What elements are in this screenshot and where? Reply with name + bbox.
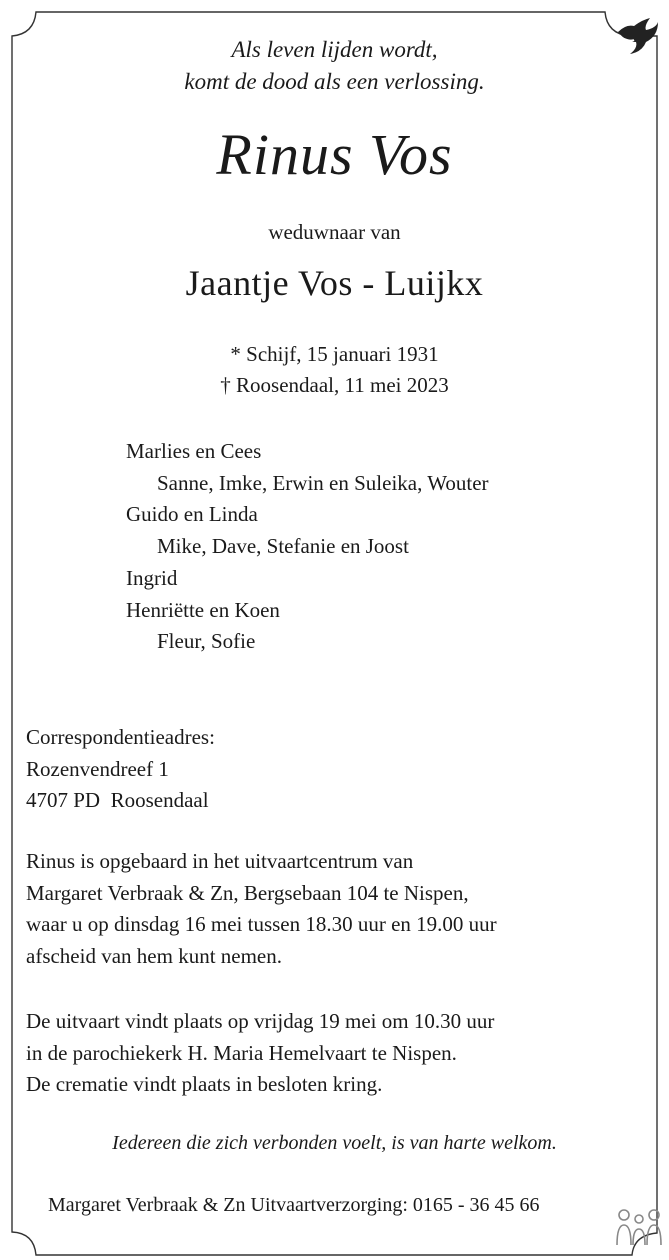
family-children: Fleur, Sofie	[157, 629, 256, 654]
family-member: Guido en Linda	[126, 502, 258, 527]
birth-date: * Schijf, 15 januari 1931	[230, 342, 439, 366]
viewing-line: Rinus is opgebaard in het uitvaartcentrum van	[26, 849, 414, 873]
funeral-paragraph	[26, 1006, 494, 1101]
family-icon	[614, 1205, 664, 1249]
deceased-name: Rinus Vos	[216, 122, 453, 187]
family-member: Henriëtte en Koen	[126, 597, 280, 622]
family-children: Mike, Dave, Stefanie en Joost	[157, 534, 409, 559]
viewing-line: afscheid van hem kunt nemen.	[26, 944, 282, 969]
family-children: Sanne, Imke, Erwin en Suleika, Wouter	[157, 470, 489, 495]
welcome-text: Iedereen die zich verbonden voelt, is van harte welkom.	[112, 1132, 557, 1154]
motto-line-1: Als leven lijden wordt,	[231, 37, 438, 62]
viewing-paragraph	[26, 846, 497, 973]
family-member: Marlies en Cees	[126, 439, 262, 463]
death-date: † Roosendaal, 11 mei 2023	[220, 373, 449, 397]
viewing-line: Margaret Verbraak & Zn, Bergsebaan 104 te Nispen,	[26, 880, 469, 905]
motto-line-2: komt de dood als een verlossing.	[184, 69, 485, 94]
spouse-name: Jaantje Vos - Luijkx	[185, 263, 484, 303]
viewing-line: waar u op dinsdag 16 mei tussen 18.30 uur en 19.00 uur	[26, 912, 497, 937]
correspondence-street: Rozenvendreef 1	[26, 756, 169, 781]
correspondence-address	[26, 722, 215, 817]
correspondence-city: 4707 PD Roosendaal	[26, 788, 209, 813]
funeral-line: in de parochiekerk H. Maria Hemelvaart te Nispen.	[26, 1040, 457, 1065]
funeral-line: De uitvaart vindt plaats op vrijdag 19 mei om 10.30 uur	[26, 1009, 495, 1033]
funeral-line: De crematie vindt plaats in besloten kring.	[26, 1072, 383, 1097]
correspondence-label: Correspondentieadres:	[26, 725, 215, 749]
family-list	[126, 436, 489, 658]
widower-label: weduwnaar van	[268, 220, 401, 244]
undertaker-footer: Margaret Verbraak & Zn Uitvaartverzorging: 0165 - 36 45 66	[48, 1194, 540, 1216]
family-member: Ingrid	[126, 565, 178, 590]
